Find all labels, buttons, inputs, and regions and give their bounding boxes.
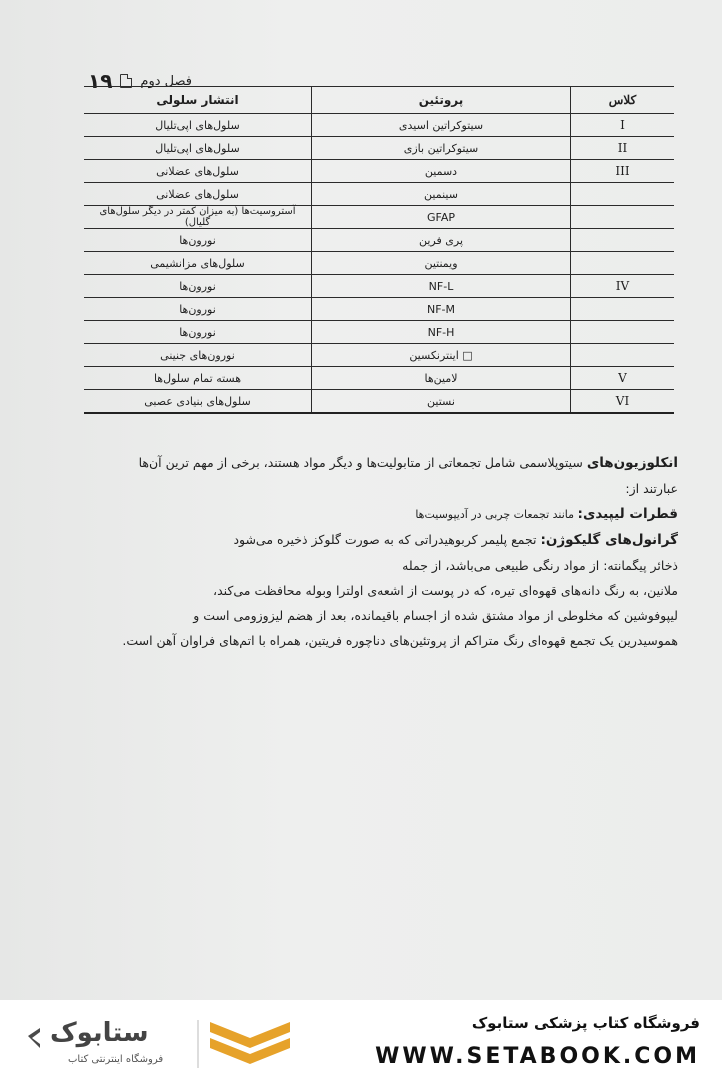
cell-distribution: نورون‌ها (84, 275, 312, 298)
intermediate-filament-table (84, 86, 674, 414)
table-row (84, 298, 674, 321)
header-distribution: انتشار سلولی (84, 87, 312, 114)
cell-class (571, 229, 675, 252)
table-row (84, 344, 674, 367)
cell-protein: سینمین (312, 183, 571, 206)
page-number: ۱۹ (88, 69, 113, 93)
cell-distribution: نورون‌های جنینی (84, 344, 312, 367)
cell-distribution: سلول‌های مزانشیمی (84, 252, 312, 275)
cell-protein: NF-M (312, 298, 571, 321)
cell-class: V (571, 367, 675, 390)
paragraph (118, 527, 678, 553)
cell-class (571, 344, 675, 367)
paragraph: ذخائر پیگمانته: از مواد رنگی طبیعی می‌باشد، از جمله (402, 558, 678, 573)
cell-distribution: سلول‌های اپی‌تلیال (84, 137, 312, 160)
table-row (84, 206, 674, 229)
table-row (84, 275, 674, 298)
store-name: فروشگاه کتاب پزشکی ستابوک (471, 1014, 700, 1032)
table-row (84, 114, 674, 137)
cell-class (571, 183, 675, 206)
paragraph: ملانین، به رنگ دانه‌های قهوه‌ای تیره، که در پوست از اشعه‌ی اولترا وبوله محافظت می‌کند، (213, 583, 678, 598)
cell-protein: سیتوکراتین اسیدی (312, 114, 571, 137)
cell-protein: ویمنتین (312, 252, 571, 275)
cell-protein: GFAP (312, 206, 571, 229)
cell-class: I (571, 114, 675, 137)
logo-wordmark: ستابوک (50, 1018, 149, 1048)
header-protein: پروتئین (312, 87, 571, 114)
cell-distribution: سلول‌های عضلانی (84, 183, 312, 206)
paragraph-text: مانند تجمعات چربی در آدیپوسیت‌ها (415, 508, 578, 521)
term: انکلوزیون‌های (586, 455, 678, 471)
cell-distribution: سلول‌های عضلانی (84, 160, 312, 183)
cell-distribution: نورون‌ها (84, 321, 312, 344)
cell-protein: نستین (312, 390, 571, 414)
term: گرانول‌های گلیکوژن: (540, 532, 678, 548)
cell-class: IV (571, 275, 675, 298)
term: قطرات لیپیدی: (577, 506, 678, 522)
table-row (84, 390, 674, 414)
table-row (84, 183, 674, 206)
cell-distribution: نورون‌ها (84, 298, 312, 321)
cell-class: II (571, 137, 675, 160)
cell-class: III (571, 160, 675, 183)
cell-protein: NF-L (312, 275, 571, 298)
cell-distribution: سلول‌های اپی‌تلیال (84, 114, 312, 137)
table-row (84, 229, 674, 252)
cell-protein: لامین‌ها (312, 367, 571, 390)
cell-protein: NF-H (312, 321, 571, 344)
logo-subtitle: فروشگاه اینترنتی کتاب (68, 1054, 164, 1065)
cell-distribution: نورون‌ها (84, 229, 312, 252)
cell-class (571, 206, 675, 229)
cell-distribution: آستروسیت‌ها (به میزان کمتر در دیگر سلول‌های گلیال) (84, 206, 312, 229)
cell-protein: □ اینترنکسین (312, 344, 571, 367)
paragraph (118, 450, 678, 501)
paragraph: لیپوفوشین که مخلوطی از مواد مشتق شده از اجسام باقیمانده، بعد از هضم لیزوزومی است و (193, 608, 678, 623)
store-url[interactable]: WWW.SETABOOK.COM (375, 1044, 700, 1069)
cell-distribution: هسته تمام سلول‌ها (84, 367, 312, 390)
cell-protein: پری فرین (312, 229, 571, 252)
cell-distribution: سلول‌های بنیادی عصبی (84, 390, 312, 414)
cell-class (571, 252, 675, 275)
cell-protein: سیتوکراتین بازی (312, 137, 571, 160)
header-class: کلاس (571, 87, 675, 114)
paragraph: هموسیدرین یک تجمع قهوه‌ای رنگ متراکم از پروتئین‌های دناچوره فریتین، همراه با اتم‌های فراوان آهن است. (122, 633, 678, 648)
body-text (118, 450, 678, 653)
paragraph (118, 501, 678, 527)
cell-class (571, 321, 675, 344)
table-row (84, 367, 674, 390)
table-header-row (84, 87, 674, 114)
cell-class (571, 298, 675, 321)
cell-class: VI (571, 390, 675, 414)
table-row (84, 160, 674, 183)
paragraph-text: سیتوپلاسمی شامل تجمعاتی از متابولیت‌ها و دیگر مواد هستند، برخی از مهم ترین آن‌ها عبارتند از: (138, 455, 678, 496)
table-row (84, 137, 674, 160)
store-footer (0, 1000, 722, 1080)
setabook-logo (20, 1014, 300, 1074)
cell-protein: دسمین (312, 160, 571, 183)
chapter-title: فصل دوم (140, 73, 193, 89)
paragraph-text: تجمع پلیمر کربوهیدراتی که به صورت گلوکز ذخیره می‌شود (233, 532, 541, 547)
table-row (84, 321, 674, 344)
table-row (84, 252, 674, 275)
